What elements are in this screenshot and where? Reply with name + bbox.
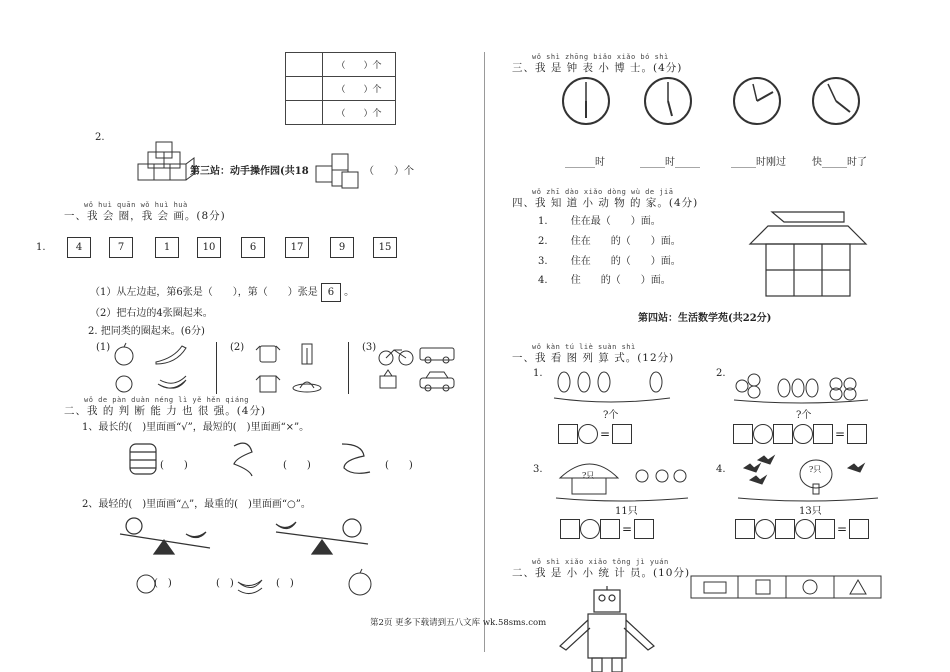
balance-scale-images (116, 512, 396, 564)
equation: = (560, 519, 654, 539)
clock-answer: ______时 (565, 157, 605, 168)
number-card: 7 (109, 237, 133, 258)
section-title: 三、我 是 钟 表 小 博 士。(4分) (512, 62, 683, 74)
bracket-label: ?个 (796, 410, 812, 421)
fruit-group-images (732, 372, 872, 404)
equation: = (735, 519, 869, 539)
question-line: 1、最长的( )里面画“√”，最短的( )里面画“×”。 (82, 422, 310, 433)
section-title: 二、我 是 小 小 统 计 员。(10分) (512, 567, 691, 579)
clock-face-image (810, 74, 862, 128)
question-line: 3. 住在 的（ ）面。 (538, 256, 681, 267)
question-text: （1）从左边起，第6张是（ ），第（ ）张是 (90, 287, 318, 298)
mushroom-house-image (554, 456, 690, 504)
clock-face-image (560, 74, 612, 128)
item-number: 3. (533, 464, 543, 475)
animal-house-image (748, 210, 868, 300)
question-line: 2、最轻的( )里面画“△”，最重的( )里面画“○”。 (82, 499, 311, 510)
number-card: 9 (330, 237, 354, 258)
equation: = (558, 424, 632, 444)
robot-image (548, 584, 668, 672)
answer-paren: ( ) (283, 460, 311, 471)
count-table (285, 52, 396, 125)
answer-paren: ( ) (385, 460, 413, 471)
group-label: (1) (96, 342, 111, 353)
number-card: 1 (155, 237, 179, 258)
cube-stack-image (312, 146, 364, 190)
question-line: 2. 把同类的圈起来。(6分) (88, 326, 205, 337)
item-number: 2. (95, 132, 105, 143)
station-3-title: 第三站：动手操作园(共18 (190, 166, 309, 177)
clock-face-image (642, 74, 694, 128)
pinecone-images (550, 364, 674, 406)
vehicle-images (376, 340, 466, 396)
number-card: 4 (67, 237, 91, 258)
equation: = (733, 424, 867, 444)
pinyin-line: wǒ zhī dào xiǎo dòng wù de jiā (532, 188, 674, 196)
count-cell: （ ）个 (323, 101, 396, 125)
number-card: 17 (285, 237, 309, 258)
section-title: 二、我 的 判 断 能 力 也 很 强。(4分) (64, 405, 267, 417)
count-cell: （ ）个 (323, 77, 396, 101)
clock-answer: 快_____时了 (812, 157, 867, 168)
item-number: 1. (533, 368, 543, 379)
question-text: 。 (344, 287, 355, 298)
fruit-vegetable-images (108, 340, 208, 396)
answer-paren: ( ) (276, 578, 294, 589)
bracket-label: 11只 (615, 506, 638, 517)
cube-stack-image (136, 140, 198, 188)
question-line: 4. 住 的（ ）面。 (538, 275, 671, 286)
number-card: 15 (373, 237, 397, 258)
question-line (90, 283, 354, 302)
answer-paren: ( ) (160, 460, 188, 471)
item-number: 2. (716, 368, 726, 379)
count-cell: （ ）个 (323, 53, 396, 77)
section-title: 一、我 看 图 列 算 式。(12分) (512, 352, 675, 364)
group-label: (2) (230, 342, 245, 353)
item-number: 1. (36, 242, 46, 253)
mushroom-label: ?只 (582, 471, 595, 480)
section-title: 四、我 知 道 小 动 物 的 家。(4分) (512, 197, 699, 209)
pinyin-line: wǒ huì quān wǒ huì huà (84, 201, 188, 209)
pinyin-line: wǒ shì zhōng biǎo xiǎo bó shì (532, 53, 669, 61)
clock-face-image (731, 74, 783, 128)
number-card: 10 (197, 237, 221, 258)
cube-answer: （ ）个 (364, 166, 414, 177)
question-line: （2）把右边的4张圈起来。 (90, 308, 213, 319)
page-footer: 第2页 更多下载请到五八文库 wk.58sms.com (370, 618, 547, 628)
number-card: 6 (241, 237, 265, 258)
question-line: 1. 住在最（ ）面。 (538, 216, 661, 227)
group-label: (3) (362, 342, 377, 353)
divider (348, 342, 349, 394)
pinyin-line: wǒ kàn tú liè suàn shì (532, 343, 636, 351)
clock-answer: _____时_____ (640, 157, 700, 168)
item-number: 4. (716, 464, 726, 475)
bracket-label: 13只 (799, 506, 822, 517)
shape-count-table (690, 575, 882, 599)
station-4-title: 第四站：生活数学苑(共22分) (638, 313, 772, 324)
pinyin-line: wǒ de pàn duàn néng lì yě hěn qiáng (84, 396, 250, 404)
clothing-images (252, 340, 332, 396)
answer-paren: ( ) (154, 578, 172, 589)
section-title: 一、我 会 圈，我 会 画。(8分) (64, 210, 226, 222)
answer-paren: ( ) (216, 578, 234, 589)
pinyin-line: wǒ shì xiǎo xiǎo tǒng jì yuán (532, 558, 669, 566)
clock-answer: _____时刚过 (731, 157, 786, 168)
page-divider (484, 52, 485, 652)
birds-tree-image (736, 454, 880, 502)
question-line: 2. 住在 的（ ）面。 (538, 236, 681, 247)
tree-label: ?只 (809, 465, 822, 474)
answer-box: 6 (321, 283, 341, 302)
bracket-label: ?个 (603, 410, 619, 421)
divider (216, 342, 217, 394)
